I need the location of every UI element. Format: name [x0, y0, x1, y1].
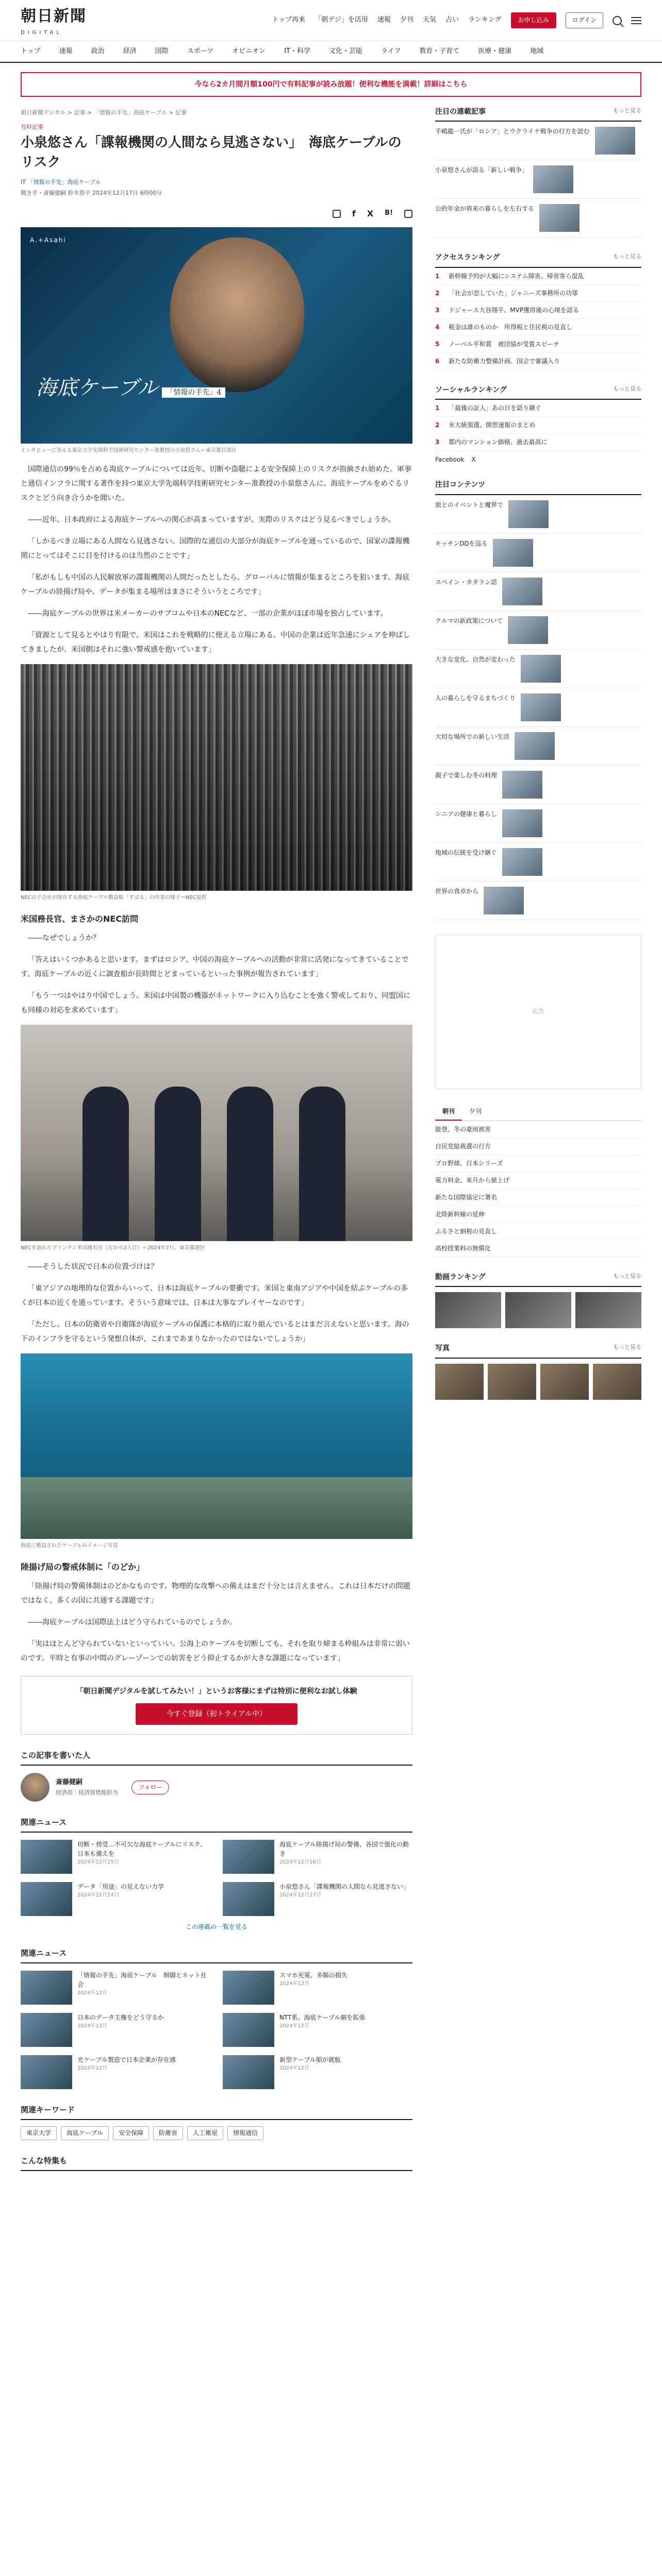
gnav-item[interactable]: ライフ [380, 47, 401, 55]
list-item[interactable] [435, 1206, 641, 1223]
seabed-photo [21, 1353, 412, 1539]
gnav-item[interactable]: 政治 [91, 47, 105, 55]
list-item-title: 地域の伝統を受け継ぐ [435, 849, 498, 856]
list-item-title: 世界の食卓から [435, 887, 479, 895]
video-thumb[interactable] [505, 1292, 571, 1328]
ranking-title: 「社会が恋していた」ジャニーズ事務所の功罪 [449, 289, 578, 297]
thumbnail [521, 655, 561, 683]
search-icon[interactable] [613, 16, 622, 25]
rank-number: 3 [435, 306, 440, 314]
ranking-item[interactable] [435, 400, 641, 417]
list-item-title: スマホ充電、多額の損失 [279, 1971, 347, 1979]
ranking-item[interactable] [435, 302, 641, 319]
util-link-5[interactable]: 占い [445, 16, 459, 24]
list-item-title: 親子で楽しむ冬の料理 [435, 771, 498, 779]
bookmark-icon[interactable] [404, 210, 412, 218]
list-item-date: 2024年12月17日 [279, 1892, 321, 1899]
paragraph: ――海底ケーブルは国際法上はどう守られているのでしょうか。 [28, 1618, 237, 1626]
sidebar-photo [435, 1343, 641, 1399]
list-item-date: 2024年12月 [279, 2065, 310, 2071]
article-title: 小泉悠さん「諜報機関の人間なら見逃さない」 海底ケーブルのリスク [21, 135, 402, 170]
list-item-title: 切断・傍受…不可欠な海底ケーブルにリスク、日本も備えを [77, 1841, 207, 1858]
list-item[interactable] [435, 1223, 641, 1240]
article-column [21, 106, 412, 2171]
thumbnail [223, 2055, 274, 2089]
author-section-title: この記事を書いた人 [21, 1749, 412, 1766]
sidebar-paper [435, 1104, 641, 1257]
thumbnail [502, 771, 542, 799]
list-item[interactable] [21, 1971, 210, 2005]
list-item[interactable] [435, 804, 641, 843]
author-card [21, 1773, 412, 1802]
section-heading: 米国務長官、まさかのNEC訪問 [21, 914, 139, 924]
thumbnail [21, 2013, 72, 2047]
sidebar-ranking [435, 252, 641, 369]
list-item[interactable] [435, 1240, 641, 1257]
thumbnail [521, 693, 561, 721]
paid-article-label: 有料記事 [21, 123, 43, 130]
paragraph: ――近年、日本政府による海底ケーブルへの関心が高まっていますが、実際のリスクはどう見るべきでしょうか。 [28, 516, 395, 524]
thumbnail [595, 127, 635, 155]
list-item-title: スペイン・カタラン語 [435, 578, 498, 586]
util-link-0[interactable]: トップ再来 [272, 16, 306, 24]
more-link[interactable]: もっと見る [613, 1344, 641, 1351]
rank-number: 2 [435, 421, 440, 429]
list-item[interactable] [435, 572, 641, 611]
trial-cta-box [21, 1676, 412, 1735]
list-item[interactable] [435, 1155, 641, 1172]
sidebar-heading: アクセスランキング [435, 253, 500, 262]
list-item-title: 新型ケーブル船が就航 [279, 2056, 341, 2063]
list-item-title: 新たな国際協定に署名 [435, 1193, 498, 1201]
util-link-4[interactable]: 天気 [422, 16, 436, 24]
paragraph: ――海底ケーブルの世界は米メーカーのサブコムや日本のNECなど、一部の企業がほぼ市場を独占しています。 [28, 609, 388, 618]
author-avatar[interactable] [21, 1773, 49, 1802]
author-name[interactable]: 斎藤健嗣 [56, 1778, 83, 1787]
facebook-follow-link[interactable]: Facebook [435, 456, 465, 464]
list-item[interactable] [435, 843, 641, 882]
header-bar [0, 0, 662, 41]
sidebar [435, 106, 641, 2171]
list-item-title: 能登、冬の豪雨被害 [435, 1125, 491, 1133]
site-logo[interactable] [21, 4, 134, 37]
ranking-item[interactable] [435, 268, 641, 285]
ranking-item[interactable] [435, 434, 641, 451]
apply-button[interactable]: お申し込み [511, 12, 556, 28]
list-item-title: キッチンDDを巡る [435, 539, 488, 547]
rank-number: 2 [435, 289, 440, 297]
series-section-title: 関連ニュース [21, 1816, 412, 1833]
photo-thumb[interactable] [540, 1364, 589, 1400]
more-link[interactable]: もっと見る [613, 253, 641, 260]
list-item[interactable] [223, 2013, 412, 2047]
gnav-item[interactable]: 国際 [155, 47, 169, 55]
register-button[interactable]: 今すぐ登録（初トライアル中） [136, 1703, 298, 1725]
list-item-title: プロ野球、日本シリーズ [435, 1159, 503, 1167]
thumbnail [515, 732, 555, 760]
list-item-title: NTT系、海底ケーブル網を拡張 [279, 2013, 366, 2021]
thumbnail [223, 1840, 274, 1874]
list-item-title: 小泉悠さん「諜報機関の人間なら見逃さない」 [279, 1883, 410, 1891]
thumbnail [21, 1971, 72, 2005]
paper-tabs [435, 1104, 641, 1121]
gnav-item[interactable]: 医療・健康 [478, 47, 512, 55]
sidebar-video [435, 1272, 641, 1328]
thumbnail [21, 2055, 72, 2089]
paragraph: 「陸揚げ局の警備体制はのどかなものです。物理的な攻撃への備えはまだ十分とは言えません。これは日本だけの問題ではなく、多くの国に共通する課題です」 [21, 1582, 410, 1605]
gnav-item[interactable]: 経済 [123, 47, 137, 55]
paragraph: 「私がもしも中国の人民解放軍の諜報機関の人間だったとしたら、グローバルに情報が集まるところを狙います。海底ケーブルの陸揚げ局や、データが集まる場所はまさにそういうところです」 [21, 573, 410, 597]
gnav-item[interactable]: 教育・子育て [419, 47, 460, 55]
thumbnail [533, 165, 573, 193]
list-item[interactable] [435, 160, 641, 199]
ranking-title: 新たな防衛力整備計画、国会で審議入り [449, 357, 560, 365]
rank-number: 1 [435, 272, 440, 280]
ranking-item[interactable] [435, 353, 641, 370]
list-item-title: 「情報の手先」海底ケーブル 制御とネット社会 [77, 1971, 207, 1988]
ranking-title: 都内のマンション価格、過去最高に [449, 438, 548, 446]
sidebar-heading: 写真 [435, 1344, 450, 1353]
thumbnail [508, 500, 549, 528]
thumbnail [539, 204, 580, 232]
list-item-date: 2024年12月16日 [279, 1859, 321, 1866]
ranking-title: ドジャース大谷翔平、MVP獲得後の心境を語る [449, 306, 579, 314]
paragraph: 「資源として見るとやはり有限で、米国はこれを戦略的に使える立場にある。中国の企業は近年急速にシェアを伸ばしてきましたが、米国側はそれに強い警戒感を抱いています」 [21, 631, 410, 654]
ad-slot[interactable]: 広告 [435, 935, 641, 1089]
keyword-tag[interactable]: 海底ケーブル [61, 2126, 109, 2140]
related-news-list [21, 1971, 412, 2089]
thumbnail [502, 809, 542, 837]
thumbnail [502, 848, 542, 876]
rank-number: 3 [435, 438, 440, 446]
more-link[interactable]: もっと見る [613, 385, 641, 392]
rank-number: 1 [435, 404, 440, 412]
list-item-title: 人の暮らしを守るまちづくり [435, 694, 516, 702]
list-item[interactable] [435, 1172, 641, 1189]
cable-photo [21, 664, 412, 891]
list-item[interactable] [435, 534, 641, 572]
list-item-title: シニアの健康と暮らし [435, 810, 498, 818]
list-item[interactable] [435, 650, 641, 688]
list-item-date: 2024年12月 [279, 1980, 310, 1987]
follow-author-button[interactable]: フォロー [131, 1781, 169, 1794]
list-item[interactable] [223, 2055, 412, 2089]
list-item-title: ふるさと納税の見直し [435, 1227, 498, 1235]
list-item-date: 2024年12月 [77, 1990, 108, 1996]
list-item-title: データ「用途」の見えない力学 [77, 1883, 164, 1891]
hero-series-name: 海底ケーブル [36, 376, 158, 400]
list-item-title: 自民党総裁選の行方 [435, 1142, 491, 1150]
thumbnail [508, 616, 548, 644]
ranking-title: 税金は誰のものか 所得税と住民税の見直し [449, 323, 573, 331]
more-link[interactable]: もっと見る [613, 107, 641, 114]
list-item[interactable] [435, 495, 641, 534]
gnav-item[interactable]: トップ [21, 47, 41, 55]
list-item-title: 大切な場所での新しい生活 [435, 733, 510, 740]
paragraph: 国際通信の99％を占める海底ケーブルについては近年、切断や盗聴による安全保障上のリスクが指摘され始めた。軍事と通信インフラに関する著作を持つ東京大学先端科学技術研究センター准教授の小泉悠さんに、海底ケーブルをめぐるリスクとどう向き合うかを聞いた。 [21, 465, 411, 503]
follow-bar [435, 451, 641, 465]
hatena-icon[interactable]: B! [385, 209, 393, 217]
gnav-item[interactable]: オピニオン [232, 47, 266, 55]
cta-text: 「朝日新聞デジタルを試してみたい！」というお客様にまずは特別に便利なお試し体験 [76, 1687, 357, 1696]
author-desc: 経済部｜経済部情報担当 [56, 1789, 118, 1796]
photo-thumb[interactable] [593, 1364, 641, 1400]
x-follow-link[interactable]: X [471, 456, 476, 464]
keywords-section-title: 関連キーワード [21, 2104, 412, 2120]
list-item-title: 光ケーブル製造で日本企業が存在感 [77, 2056, 176, 2063]
list-item[interactable] [223, 1840, 412, 1874]
list-item[interactable] [435, 688, 641, 727]
paragraph: 「もう一つはやはり中国でしょう。米国は中国製の機器がネットワークに入り込むことを強く警戒しており、同盟国にも同様の対応を求めています」 [21, 991, 410, 1014]
hero-image [21, 227, 412, 444]
list-item[interactable] [435, 122, 641, 160]
list-item-title: 手嶋龍一氏が「ロシア」とウクライナ戦争の行方を読む [435, 128, 590, 135]
keyword-tag[interactable]: 安全保障 [113, 2126, 149, 2140]
breadcrumb[interactable]: 朝日新聞デジタル > 記事 > 「情報の手先」海底ケーブル > 記事 [21, 109, 187, 116]
paragraph: 「ただし、日本の防衛省や自衛隊が海底ケーブルの保護に本格的に取り組んでいるとはまだ言えないと思います。海の下のインフラを守るという発想自体が、これまであまりなかったのではないでしょうか」 [21, 1320, 409, 1343]
list-item-title: 電力料金、来月から値上げ [435, 1176, 510, 1184]
list-item[interactable] [435, 1138, 641, 1155]
keyword-tag[interactable]: 人工衛星 [187, 2126, 223, 2140]
news-section-title: 関連ニュース [21, 1947, 412, 1963]
util-link-3[interactable]: 夕刊 [400, 16, 413, 24]
video-thumb[interactable] [575, 1292, 641, 1328]
util-link-6[interactable]: ランキング [468, 16, 502, 24]
paragraph: 「実はほとんど守られていないといっていい。公海上のケーブルを切断しても、それを取り締まる枠組みは非常に弱いのです。平時と有事の中間のグレーゾーンでの妨害をどう抑止するかが大きな課題になっています」 [21, 1639, 410, 1663]
list-item-date: 2024年12月15日 [77, 1859, 119, 1866]
list-item[interactable] [435, 766, 641, 804]
hero-badge: A.+Asahi [30, 236, 67, 244]
list-item[interactable] [21, 1882, 210, 1916]
list-item-title: クルマの新政策について [435, 617, 503, 624]
paragraph: 「しかるべき立場にある人間なら見逃さない。国際的な通信の大部分が海底ケーブルを通っているので、国家の諜報機関にとってはそこに目を付けるのは当然のことです」 [21, 537, 410, 561]
list-item[interactable] [435, 611, 641, 650]
gnav-item[interactable]: 文化・芸能 [328, 47, 362, 55]
more-link[interactable]: もっと見る [613, 1272, 641, 1279]
util-link-2[interactable]: 速報 [377, 16, 391, 24]
sidebar-social [435, 384, 641, 465]
keyword-tag[interactable]: 東京大学 [21, 2126, 57, 2140]
ranking-item[interactable] [435, 336, 641, 353]
article-tags[interactable]: IT 「情報の手先」海底ケーブル [21, 178, 101, 185]
ranking-title: 「最後の証人」あの日を語り継ぐ [449, 404, 542, 412]
image-caption: 海底に敷設されたケーブルのイメージ写真 [21, 1543, 118, 1549]
thumbnail [223, 1882, 274, 1916]
sidebar-heading: ソーシャルランキング [435, 385, 507, 394]
sidebar-notice [435, 106, 641, 238]
share-row [21, 207, 412, 221]
hero-series-tag: 「情報の手先」4 [162, 387, 225, 398]
list-item[interactable] [435, 882, 641, 920]
image-caption: NECの子会社が保有する海底ケーブル敷設船「すばる」の作業の様子＝NEC提供 [21, 895, 207, 901]
ranking-title: 米大統領選、開票速報のまとめ [449, 421, 536, 429]
list-item-date: 2024年12月14日 [77, 1892, 119, 1899]
rank-number: 5 [435, 340, 440, 348]
feature-section-title: こんな特集も [21, 2155, 412, 2171]
list-item[interactable] [435, 727, 641, 766]
image-caption: NECを訪れたブリンケン米国務長官（左から2人目）＝2024年7月、東京都港区 [21, 1245, 205, 1251]
keyword-tag[interactable]: 防衛省 [153, 2126, 183, 2140]
interviewee-photo [170, 238, 304, 392]
thumbnail [223, 2013, 274, 2047]
list-item[interactable] [21, 1840, 210, 1874]
ranking-title: ノーベル平和賞 被団協が受賞スピーチ [449, 340, 560, 348]
list-item-title: 公的年金が将来の暮らしを左右する [435, 205, 535, 213]
video-thumb[interactable] [435, 1292, 501, 1328]
list-item[interactable] [223, 1971, 412, 2005]
photo-thumb[interactable] [488, 1364, 536, 1400]
list-item-date: 2024年12月 [77, 2065, 108, 2071]
photo-thumb[interactable] [435, 1364, 484, 1400]
rank-number: 4 [435, 323, 440, 331]
logo-sub-text: DIGITAL [21, 29, 63, 36]
list-item-title: 北陸新幹線の延伸 [435, 1210, 485, 1218]
utility-nav [272, 12, 641, 28]
image-caption: インタビューに答える東京大学先端科学技術研究センター准教授の小泉悠さん＝東京都目黒区 [21, 448, 237, 454]
sidebar-heading: 注目コンテンツ [435, 481, 486, 489]
thumbnail [21, 1840, 72, 1874]
article-byline: 聞き手・斎藤健嗣 鈴木春平 2024年12月17日 6時00分 [21, 190, 162, 197]
visit-photo [21, 1025, 412, 1241]
list-item[interactable] [21, 2055, 210, 2089]
list-item[interactable] [435, 1189, 641, 1206]
thumbnail [21, 1882, 72, 1916]
list-item-title: 大きな変化、自然が変わった [435, 655, 516, 663]
ranking-item[interactable] [435, 285, 641, 302]
section-heading: 陸揚げ局の警戒体制に「のどか」 [21, 1562, 145, 1572]
thumbnail [493, 539, 533, 567]
sidebar-heading: 動画ランキング [435, 1273, 486, 1281]
list-item-title: 高校授業料の無償化 [435, 1244, 491, 1252]
sidebar-content [435, 479, 641, 920]
paragraph: 「東アジアの地理的な位置からいって、日本は海底ケーブルの要衝です。米国と東南アジアや中国を結ぶケーブルの多くが日本の近くを通っています。そういう意味では、日本は大事なプレイヤーなのです」 [21, 1284, 408, 1307]
hero-series-title [36, 371, 225, 404]
paragraph: 「答えはいくつかあると思います。まずはロシア、中国の海底ケーブルへの活動が非常に活発になってきていることです。海底ケーブルの近くに調査船が長時間とどまっているといった事例が報告されています」 [21, 955, 409, 978]
gnav-item[interactable]: 速報 [59, 47, 73, 55]
keyword-tag[interactable]: 情報通信 [227, 2126, 263, 2140]
thumbnail [484, 887, 524, 914]
x-icon[interactable]: X [367, 208, 374, 218]
hamburger-menu-icon[interactable] [631, 17, 641, 24]
list-item-date: 2024年12月 [279, 2023, 310, 2029]
list-item-title: 旅とのイベントと魔界で [435, 501, 504, 509]
logo-main-text: 朝日新聞 [21, 7, 87, 25]
rank-number: 6 [435, 357, 440, 365]
list-item[interactable] [21, 2013, 210, 2047]
gnav-item[interactable]: スポーツ [187, 47, 214, 55]
tab-morning[interactable]: 朝刊 [435, 1104, 462, 1121]
article-body [21, 462, 412, 1665]
thumbnail [223, 1971, 274, 2005]
keyword-list [21, 2126, 412, 2140]
list-item-title: 小泉悠さんが語る「新しい戦争」 [435, 166, 528, 174]
mail-icon[interactable] [333, 210, 341, 218]
login-button[interactable]: ログイン [566, 12, 603, 28]
sidebar-heading: 注目の連載記事 [435, 108, 486, 116]
tab-evening[interactable]: 夕刊 [469, 1107, 482, 1115]
global-nav [0, 41, 662, 63]
util-link-1[interactable]: 「朝デジ」を活用 [315, 16, 368, 24]
ranking-item[interactable] [435, 417, 641, 434]
series-more-link[interactable]: この連載の一覧を見る [185, 1923, 247, 1931]
thumbnail [502, 578, 542, 605]
gnav-item[interactable]: IT・科学 [284, 47, 310, 55]
paragraph: ――なぜでしょうか？ [28, 934, 100, 942]
promo-banner[interactable]: 今なら2カ月間月額100円で有料記事が読み放題！便利な機能を満載！詳細はこちら [21, 72, 641, 97]
gnav-item[interactable]: 地域 [530, 47, 544, 55]
list-item[interactable] [223, 1882, 412, 1916]
list-item-title: 海底ケーブル陸揚げ局の警備、各国で強化の動き [279, 1841, 409, 1858]
list-item-title: 日本のデータ主権をどう守るか [77, 2013, 164, 2021]
facebook-icon[interactable]: f [352, 208, 356, 218]
list-item[interactable] [435, 199, 641, 238]
list-item-date: 2024年12月 [77, 2023, 108, 2029]
series-list [21, 1840, 412, 1916]
list-item[interactable] [435, 1121, 641, 1138]
ranking-item[interactable] [435, 319, 641, 336]
paragraph: ――そうした状況で日本の位置づけは？ [28, 1262, 158, 1271]
ranking-title: 新幹線予約が大幅にシステム障害、帰省客ら混乱 [449, 272, 584, 280]
